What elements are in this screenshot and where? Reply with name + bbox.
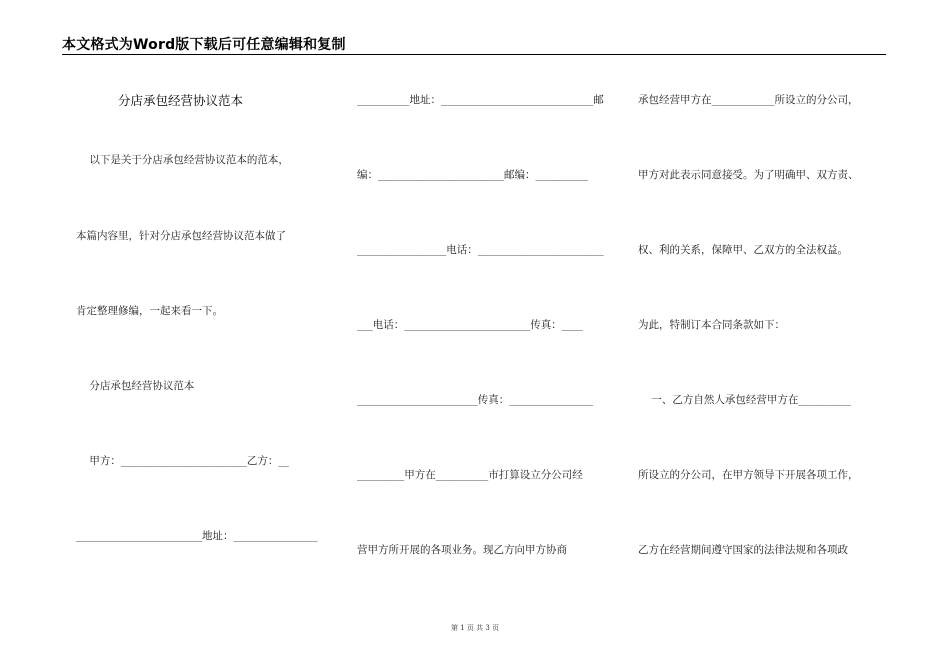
body-line: 以下是关于分店承包经营协议范本的范本， <box>76 154 289 166</box>
phone-field: _________________电话：________________________ <box>357 244 604 256</box>
fax-field: _______________________传真：________________ <box>357 394 594 406</box>
body-line: 为此，特制订本合同条款如下： <box>638 319 785 331</box>
body-line: 肯定整理修编，一起来看一下。 <box>76 305 223 317</box>
body-line: 本篇内容里，针对分店承包经营协议范本做了 <box>76 230 286 242</box>
document-header-title: 本文格式为Word版下载后可任意编辑和复制 <box>62 37 346 53</box>
address-field: ________________________地址：________________ <box>76 530 318 542</box>
body-line: 所设立的分公司，在甲方领导下开展各项工作， <box>638 469 859 481</box>
text-column-3 <box>638 0 888 672</box>
body-line: 权、利的关系，保障甲、乙双方的全法权益。 <box>638 244 848 256</box>
clause-line: 一、乙方自然人承包经营甲方在__________ <box>638 394 851 406</box>
phone-fax-field: ___电话：________________________传真：____ <box>357 319 583 331</box>
section-heading: 分店承包经营协议范本 <box>76 380 195 392</box>
address-field: __________地址：_____________________________邮 <box>357 94 604 106</box>
text-column-2 <box>357 0 607 672</box>
page-number: 第 1 页 共 3 页 <box>450 624 500 632</box>
body-line: _________甲方在__________市打算设立分公司经 <box>357 469 583 481</box>
body-line: 甲方对此表示同意接受。为了明确甲、双方责、 <box>638 169 859 181</box>
postcode-field: 编：________________________邮编：__________ <box>357 169 588 181</box>
text-column-1 <box>76 0 326 672</box>
body-line: 乙方在经营期间遵守国家的法律法规和各项政 <box>638 544 848 556</box>
body-line: 营甲方所开展的各项业务。现乙方向甲方协商 <box>357 544 567 556</box>
body-line: 承包经营甲方在____________所设立的分公司， <box>638 94 859 106</box>
document-title: 分店承包经营协议范本 <box>118 93 244 108</box>
party-a-field: 甲方：________________________乙方：__ <box>76 455 289 467</box>
